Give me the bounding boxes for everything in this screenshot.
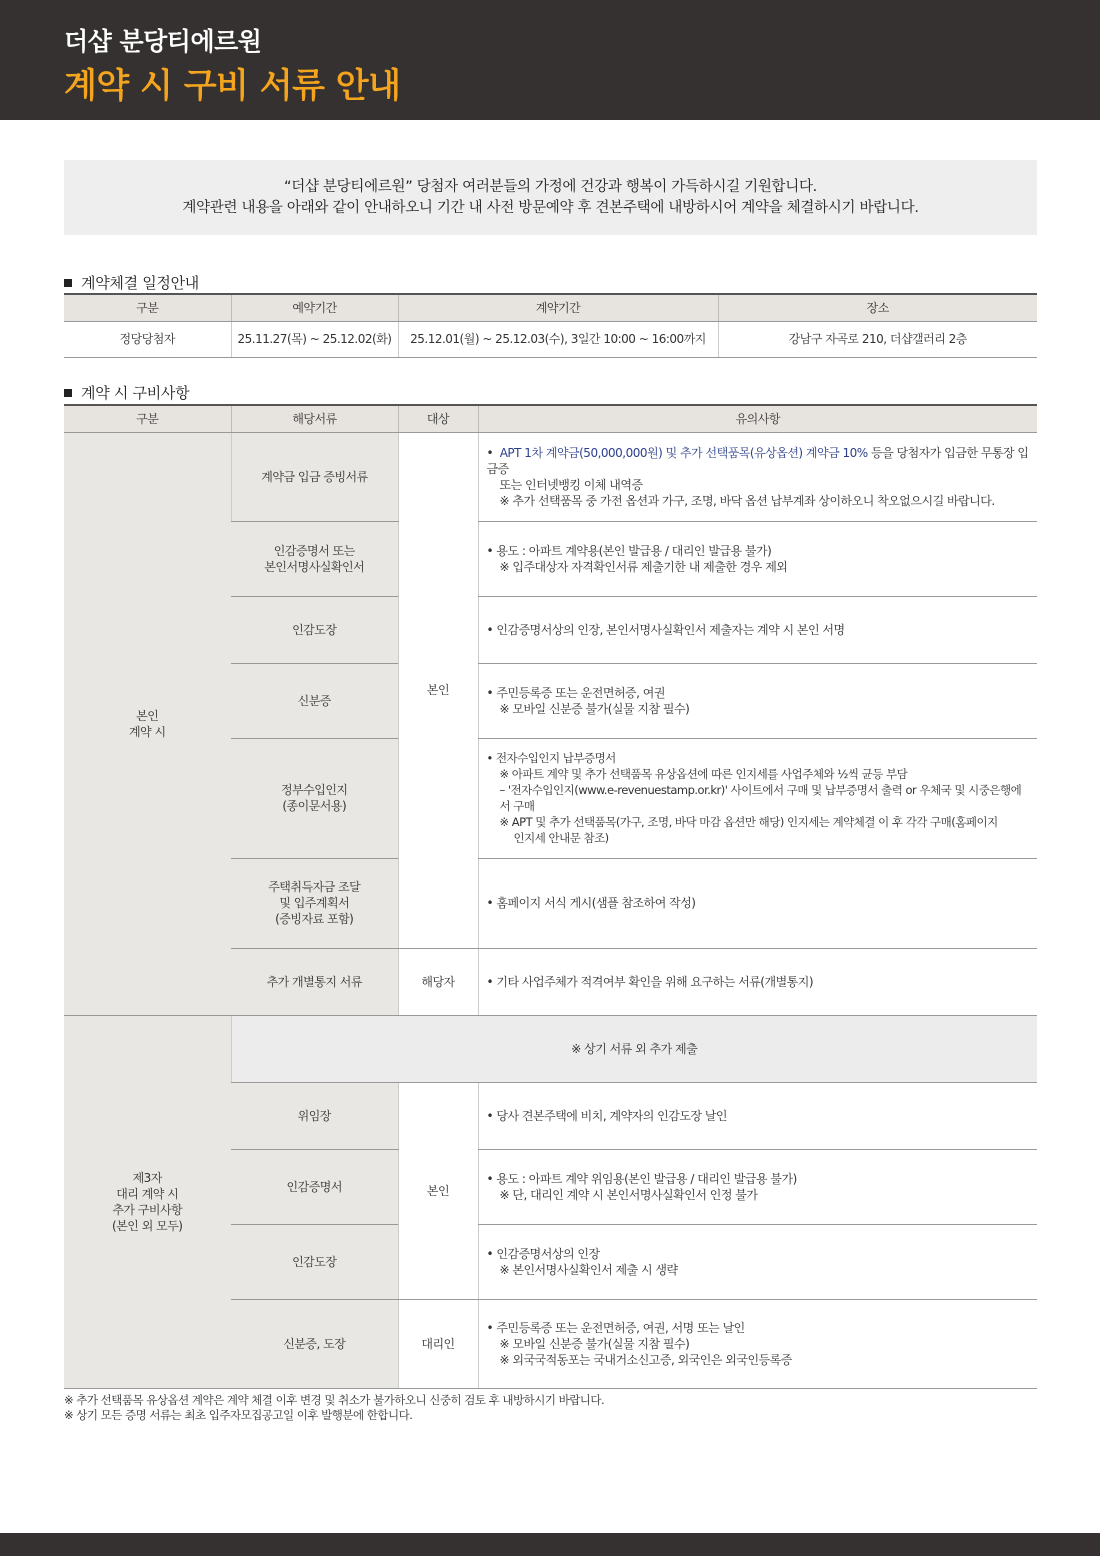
doc-text: 및 입주계획서	[279, 896, 350, 910]
header-subtitle: 더샵 분당티에르원	[64, 27, 262, 56]
note-line: • APT 1차 계약금(50,000,000원) 및 추가 선택품목(유상옵션) 계약금 10% 등을 당첨자가 입금한 무통장 입금증	[486, 445, 1029, 476]
doc-text: 주택취득자금 조달	[268, 880, 361, 894]
doc-text: 정부수입인지	[280, 783, 348, 797]
schedule-cell: 25.11.27(목) ~ 25.12.02(화)	[231, 321, 398, 357]
doc-text: 인감증명서	[286, 1179, 342, 1194]
doc-cell	[231, 596, 398, 663]
note-highlight: APT 1차 계약금(50,000,000원) 및 추가 선택품목(유상옵션) 계약금 10%	[499, 445, 868, 460]
group-label-line: 대리 계약 시	[116, 1186, 179, 1201]
schedule-cell: 강남구 자곡로 210, 더샵갤러리 2층	[718, 321, 1037, 357]
req-header-cell: 대상	[398, 405, 478, 432]
footnote-line: ※ 상기 모든 증명 서류는 최초 입주자모집공고일 이후 발행분에 한합니다.	[64, 1408, 413, 1422]
req-header-cell: 해당서류	[231, 405, 398, 432]
group-label-proxy	[64, 1015, 231, 1388]
doc-cell	[231, 1299, 398, 1388]
doc-cell	[231, 663, 398, 738]
note-line: ※ 모바일 신분증 불가(실물 지참 필수)	[499, 1336, 690, 1351]
doc-text: 추가 개별통지 서류	[266, 974, 362, 989]
note-line: ※ APT 및 추가 선택품목(가구, 조명, 바닥 마감 옵션만 해당) 인지세는 계약체결 이 후 각각 구매(홈페이지	[499, 815, 998, 829]
note-line: • 인감증명서상의 인장	[486, 1246, 600, 1261]
doc-text: 인감증명서 또는	[273, 543, 355, 558]
doc-text: 본인서명사실확인서	[264, 559, 365, 574]
schedule-section-title	[64, 272, 199, 293]
note-cell	[478, 1299, 1037, 1388]
note-line: – '전자수입인지(www.e-revenuestamp.or.kr)' 사이트에서 구매 및 납부증명서 출력 or 우체국 및 시중은행에서 구매	[499, 783, 1022, 813]
note-cell	[478, 858, 1037, 948]
doc-cell	[231, 521, 398, 596]
doc-cell	[231, 948, 398, 1015]
square-bullet-icon	[64, 389, 72, 397]
note-line: • 주민등록증 또는 운전면허증, 여권, 서명 또는 날인	[486, 1320, 745, 1335]
note-line: ※ 모바일 신분증 불가(실물 지참 필수)	[499, 701, 690, 716]
note-line: • 주민등록증 또는 운전면허증, 여권	[486, 685, 665, 700]
group-label-line: (본인 외 모두)	[112, 1218, 183, 1233]
requirements-header-row	[64, 405, 1037, 432]
footnotes	[64, 1393, 604, 1423]
banner-cell: ※ 상기 서류 외 추가 제출	[231, 1015, 1037, 1082]
doc-text: 인감도장	[292, 622, 337, 637]
footer-bar	[0, 1533, 1100, 1556]
requirements-title-text: 계약 시 구비사항	[81, 384, 190, 402]
schedule-cell: 25.12.01(월) ~ 25.12.03(수), 3일간 10:00 ~ 16:00까지	[398, 321, 718, 357]
target-cell: 해당자	[398, 948, 478, 1015]
group-label-line: 계약 시	[128, 724, 166, 739]
schedule-row	[64, 321, 1037, 357]
doc-text: 계약금 입금 증빙서류	[261, 469, 368, 484]
page-header	[0, 0, 1100, 120]
note-cell	[478, 432, 1037, 521]
header-title: 계약 시 구비 서류 안내	[64, 66, 401, 106]
note-line: ※ 입주대상자 자격확인서류 제출기한 내 제출한 경우 제외	[499, 559, 788, 574]
schedule-cell: 정당당첨자	[64, 321, 231, 357]
doc-text: (증빙자료 포함)	[275, 912, 354, 926]
target-cell: 본인	[398, 432, 478, 948]
doc-cell	[231, 432, 398, 521]
schedule-header-cell: 예약기간	[231, 294, 398, 321]
note-line: ※ 단, 대리인 계약 시 본인서명사실확인서 인정 불가	[499, 1187, 758, 1202]
schedule-header-cell: 장소	[718, 294, 1037, 321]
note-line: 인지세 안내문 참조)	[513, 831, 609, 845]
note-line: ※ 아파트 계약 및 추가 선택품목 유상옵션에 따른 인지세를 사업주체와 ½씩 균등 부담	[499, 767, 908, 781]
req-header-cell: 유의사항	[478, 405, 1037, 432]
target-cell: 대리인	[398, 1299, 478, 1388]
note-line: • 용도 : 아파트 계약 위임용(본인 발급용 / 대리인 발급용 불가)	[486, 1171, 797, 1186]
note-line: • 전자수입인지 납부증명서	[486, 751, 616, 765]
note-line: ※ 본인서명사실확인서 제출 시 생략	[499, 1262, 678, 1277]
note-cell	[478, 663, 1037, 738]
note-cell	[478, 948, 1037, 1015]
schedule-header-row	[64, 294, 1037, 321]
group-label-line: 제3자	[132, 1170, 162, 1185]
schedule-header-cell: 구분	[64, 294, 231, 321]
footnote-line: ※ 추가 선택품목 유상옵션 계약은 계약 체결 이후 변경 및 취소가 불가하오니 신중히 검토 후 내방하시기 바랍니다.	[64, 1393, 605, 1407]
doc-cell	[231, 858, 398, 948]
group-label-self	[64, 432, 231, 1015]
schedule-table	[64, 293, 1037, 358]
requirements-section-title	[64, 382, 189, 403]
schedule-title-text: 계약체결 일정안내	[81, 274, 199, 292]
intro-line-1: “더샵 분당티에르원” 당첨자 여러분들의 가정에 건강과 행복이 가득하시길 기원합니다.	[284, 179, 817, 195]
doc-text: 신분증, 도장	[283, 1336, 346, 1351]
doc-cell	[231, 738, 398, 858]
note-line: ※ 외국국적동포는 국내거소신고증, 외국인은 외국인등록증	[499, 1352, 792, 1367]
doc-cell	[231, 1224, 398, 1299]
doc-text: 인감도장	[292, 1254, 337, 1269]
note-line: • 인감증명서상의 인장, 본인서명사실확인서 제출자는 계약 시 본인 서명	[486, 622, 845, 637]
note-line: • 용도 : 아파트 계약용(본인 발급용 / 대리인 발급용 불가)	[486, 543, 772, 558]
intro-box	[64, 160, 1037, 235]
schedule-header-cell: 계약기간	[398, 294, 718, 321]
note-line: 또는 인터넷뱅킹 이체 내역증	[499, 477, 643, 492]
note-cell	[478, 1149, 1037, 1224]
doc-text: 위임장	[297, 1108, 331, 1123]
note-rest: 등을 당첨자가 입금한 무통장 입금증	[486, 445, 1029, 476]
intro-line-2: 계약관련 내용을 아래와 같이 안내하오니 기간 내 사전 방문예약 후 견본주택에 내방하시어 계약을 체결하시기 바랍니다.	[182, 200, 919, 216]
requirements-table	[64, 404, 1037, 1389]
square-bullet-icon	[64, 279, 72, 287]
note-cell	[478, 1082, 1037, 1149]
table-row	[64, 432, 1037, 521]
table-row	[64, 1015, 1037, 1082]
note-line: • 당사 견본주택에 비치, 계약자의 인감도장 날인	[486, 1108, 728, 1123]
note-line: ※ 추가 선택품목 중 가전 옵션과 가구, 조명, 바닥 옵션 납부계좌 상이하오니 착오없으시길 바랍니다.	[499, 493, 995, 508]
target-cell: 본인	[398, 1082, 478, 1299]
doc-cell	[231, 1149, 398, 1224]
note-line: • 기타 사업주체가 적격여부 확인을 위해 요구하는 서류(개별통지)	[486, 974, 814, 989]
note-line: • 홈페이지 서식 게시(샘플 참조하여 작성)	[486, 896, 696, 910]
note-cell	[478, 521, 1037, 596]
doc-cell	[231, 1082, 398, 1149]
note-cell	[478, 596, 1037, 663]
doc-text: (종이문서용)	[282, 799, 347, 813]
note-cell	[478, 1224, 1037, 1299]
group-label-line: 추가 구비사항	[112, 1202, 183, 1217]
group-label-line: 본인	[136, 708, 159, 723]
note-cell	[478, 738, 1037, 858]
req-header-cell: 구분	[64, 405, 231, 432]
doc-text: 신분증	[297, 693, 331, 708]
